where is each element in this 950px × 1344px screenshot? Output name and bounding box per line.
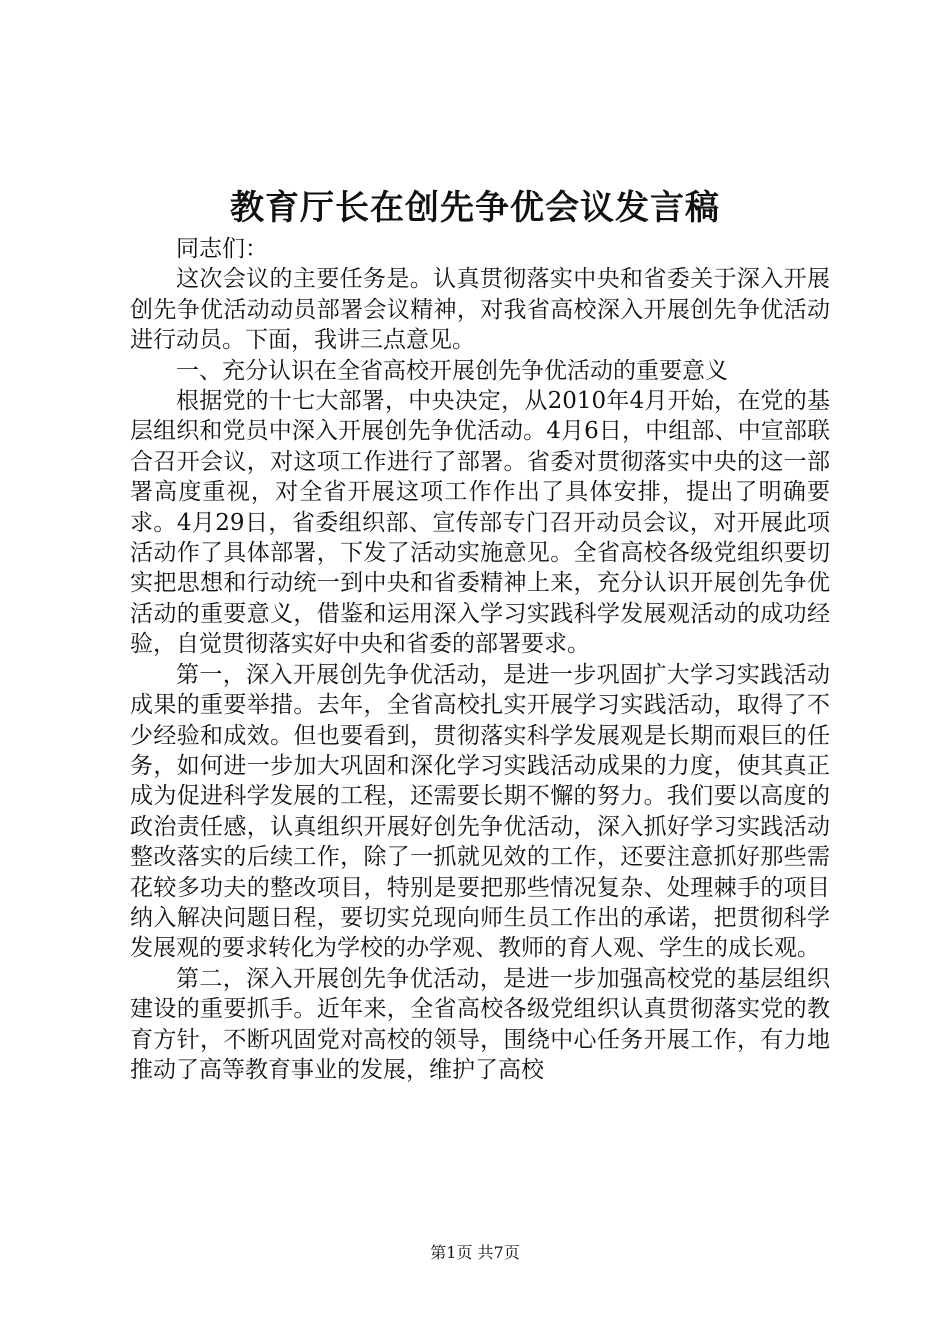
section-heading-1: 一、充分认识在全省高校开展创先争优活动的重要意义 bbox=[176, 357, 728, 384]
document-body bbox=[130, 234, 830, 1085]
paragraph-intro: 这次会议的主要任务是。认真贯彻落实中央和省委关于深入开展创先争优活动动员部署会议精神，对我省高校深入开展创先争优活动进行动员。下面，我讲三点意见。 bbox=[130, 266, 830, 354]
paragraph-point-2: 第二，深入开展创先争优活动，是进一步加强高校党的基层组织建设的重要抓手。近年来，全省高校各级党组织认真贯彻落实党的教育方针，不断巩固党对高校的领导，围绕中心任务开展工作，有力地推动了高等教育事业的发展，维护了高校 bbox=[130, 965, 830, 1083]
page-footer: 第1页 共7页 bbox=[430, 1243, 520, 1262]
paragraph-salutation: 同志们： bbox=[176, 236, 268, 262]
paragraph-point-1: 第一，深入开展创先争优活动，是进一步巩固扩大学习实践活动成果的重要举措。去年，全省高校扎实开展学习实践活动，取得了不少经验和成效。但也要看到，贯彻落实科学发展观是长期而艰巨的任务，如何进一步加大巩固和深化学习实践活动成果的力度，使其真正成为促进科学发展的工程，还需要长期不懈的努力。我们要以高度的政治责任感，认真组织开展好创先争优活动，深入抓好学习实践活动整改落实的后续工作，除了一抓就见效的工作，还要注意抓好那些需花较多功夫的整改项目，特别是要把那些情况复杂、处理棘手的项目纳入解决问题日程，要切实兑现向师生员工作出的承诺，把贯彻科学发展观的要求转化为学校的办学观、教师的育人观、学生的成长观。 bbox=[130, 661, 830, 962]
paragraph-background: 根据党的十七大部署，中央决定，从2010年4月开始，在党的基层组织和党员中深入开展创先争优活动。4月6日，中组部、中宣部联合召开会议，对这项工作进行了部署。省委对贯彻落实中央的这一部署高度重视，对全省开展这项工作作出了具体安排，提出了明确要求。4月29日，省委组织部、宣传部专门召开动员会议，对开展此项活动作了具体部署，下发了活动实施意见。全省高校各级党组织要切实把思想和行动统一到中央和省委精神上来，充分认识开展创先争优活动的重要意义，借鉴和运用深入学习实践科学发展观活动的成功经验，自觉贯彻落实好中央和省委的部署要求。 bbox=[130, 388, 830, 658]
document-title: 教育厅长在创先争优会议发言稿 bbox=[230, 188, 720, 228]
